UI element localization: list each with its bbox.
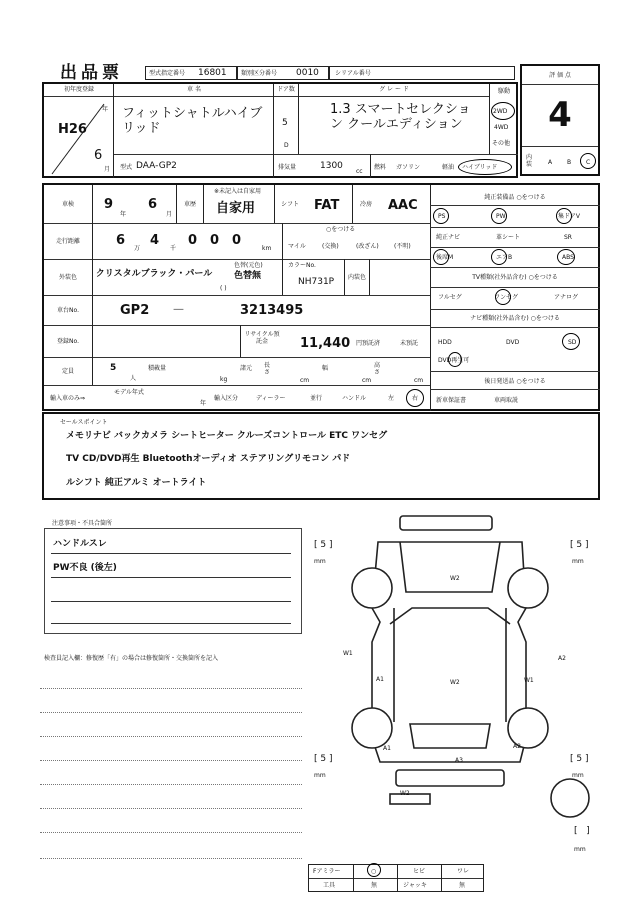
recycle-deposited: 円預託済 [356, 340, 381, 347]
mark-w2-rear-bumper: W2 [400, 790, 410, 797]
nav-sd-circle [562, 333, 580, 350]
first-reg-year: H26 [58, 122, 87, 137]
color-change-label: 色替(元色) [234, 262, 263, 269]
mileage-man: 万 [134, 245, 141, 252]
bottom-table [308, 864, 484, 892]
handle-right-circle [406, 389, 424, 407]
nav-sd: SD [568, 339, 577, 346]
ac-value: AAC [388, 198, 418, 213]
details-block [42, 183, 600, 411]
id-number-label: 型式指定番号 [149, 70, 186, 77]
tire-front-left-value: 5 [320, 540, 327, 550]
color-value: クリスタルブラック・パール [95, 269, 213, 279]
interior-grade-c: C [586, 159, 591, 166]
sales-points-label: セールスポイント [60, 419, 108, 426]
color-change-paren: ( ) [220, 285, 227, 292]
history-note: ※未記入は自家用 [214, 188, 262, 195]
mirror-circle [367, 863, 381, 877]
tire-front-right-value: 5 [576, 540, 583, 550]
tools-value: 無 [371, 882, 378, 889]
grade-value: 1.3 スマートセレクション クールエディション [330, 102, 471, 132]
mileage-opt-tampered: (改ざん) [356, 243, 379, 250]
tv-oneseg: ワンセグ [494, 294, 519, 301]
dims-label: 諸元 [240, 365, 253, 372]
fuel-hybrid-circle [458, 159, 512, 175]
sheet-title: 出品票 [60, 63, 123, 83]
tire-rear-right-value: 5 [576, 754, 583, 764]
tire-spare: [ ] [574, 826, 590, 836]
serial-number-label: シリアル番号 [335, 70, 371, 77]
chassis-prefix: GP2 [120, 303, 150, 318]
chassis-dash: － [172, 303, 186, 318]
nav-hdd: HDD [438, 339, 452, 346]
capacity-label: 定員 [44, 357, 93, 385]
tire-rear-right-unit: mm [572, 772, 584, 779]
mirror-label: Fアミラー [313, 868, 341, 875]
serial-number-box [329, 66, 515, 80]
import-type-label: 輸入区分 [214, 395, 239, 402]
type-label: 型式 [120, 164, 133, 171]
fuel-diesel: 軽油 [442, 164, 455, 171]
mark-w2-roof: W2 [450, 679, 460, 686]
color-no-label: カラーNo. [288, 262, 316, 269]
length-unit: cm [300, 377, 310, 384]
fuel-hybrid: ハイブリッド [462, 164, 498, 171]
drive-other: その他 [492, 140, 511, 147]
handle-left: 左 [388, 395, 395, 402]
mileage-digit-4: 0 [210, 233, 220, 248]
import-dealer: ディーラー [256, 395, 286, 402]
equip-airbag-circle [491, 249, 507, 265]
doors-label: ドア数 [277, 86, 295, 93]
height-unit: cm [414, 377, 424, 384]
tire-spare-unit: mm [574, 846, 586, 853]
history-label: 車歴 [176, 185, 204, 223]
equip-ps: PS [438, 213, 446, 220]
first-reg-label: 初年度登録 [63, 86, 94, 93]
tire-rear-left-value: 5 [320, 754, 327, 764]
mileage-opt-mile: マイル [288, 243, 306, 250]
equip-abs: ABS [562, 254, 574, 261]
displacement-value: 1300 [320, 161, 343, 171]
mileage-digit-1: 6 [116, 233, 126, 248]
mark-a2-right-front: A2 [558, 655, 566, 662]
history-value: 自家用 [216, 201, 256, 216]
score-label: 評 価 点 [549, 72, 571, 79]
mark-w1-right-door: W1 [524, 677, 534, 684]
fuel-gasoline: ガソリン [396, 164, 421, 171]
tv-oneseg-circle [495, 289, 511, 305]
class-number-label: 類別区分番号 [241, 70, 278, 77]
doors-value: 5 [282, 118, 288, 128]
interior-grade-c-circle [580, 153, 596, 169]
interior-grade-b: B [567, 159, 572, 166]
equip-rear-monitor: 後席M [436, 254, 454, 261]
first-reg-month-suffix: 月 [104, 166, 111, 173]
drive-label: 駆動 [497, 88, 510, 95]
equip-nav: 純正ナビ [436, 234, 461, 241]
tire-front-right: [ 5 ] [570, 540, 589, 550]
drive-2wd: 2WD [493, 108, 508, 115]
load-unit: kg [220, 376, 228, 383]
warranty-book: 新車保証書 [436, 397, 467, 404]
mileage-digit-5: 0 [232, 233, 242, 248]
mileage-digits [98, 227, 278, 253]
mark-w2-hood: W2 [450, 575, 460, 582]
recycle-not-deposited: 未預託 [400, 340, 419, 347]
sales-points-block [42, 412, 600, 500]
first-reg-year-suffix: 年 [102, 106, 109, 113]
doors-suffix: D [284, 142, 289, 149]
score-value: 4 [548, 95, 572, 135]
id-number-value: 16801 [198, 68, 227, 78]
nav-title: ナビ種類(社外品含む) ○をつける [470, 315, 560, 322]
notes-box [44, 528, 302, 634]
interior-grade-a: A [548, 159, 553, 166]
mileage-label: 走行距離 [44, 223, 93, 259]
width-unit: cm [362, 377, 372, 384]
mark-a1-left-door: A1 [376, 676, 384, 683]
chassis-number: 3213495 [240, 303, 304, 318]
tire-rear-left-unit: mm [314, 772, 326, 779]
recycle-label: リサイクル預託金 [244, 331, 280, 345]
color-no-value: NH731P [298, 277, 335, 287]
model-year-label: モデル年式 [114, 389, 144, 396]
equip-abs-circle [557, 249, 575, 265]
model-name: フィットシャトルハイブリッド [122, 106, 263, 136]
height-label: 高さ [374, 362, 381, 376]
mark-a3-trunk: A3 [455, 757, 463, 764]
model-label: 車 名 [187, 86, 201, 93]
model-year-unit: 年 [200, 400, 207, 407]
equipment-title: 純正装備品 ○をつける [484, 194, 546, 201]
inspection-month-unit: 月 [166, 211, 173, 218]
chassis-label: 車台No. [44, 295, 93, 325]
displacement-label: 排気量 [278, 164, 297, 171]
tv-fullseg: フルセグ [438, 294, 462, 301]
type-value: DAA-GP2 [136, 161, 177, 171]
handle-right: 右 [412, 395, 419, 402]
equip-ps-circle [433, 208, 449, 224]
tire-rear-right: [ 5 ] [570, 754, 589, 764]
tire-front-left: [ 5 ] [314, 540, 333, 550]
mark-a2-right-rear: A2 [513, 743, 521, 750]
equip-pw-circle [491, 208, 507, 224]
mileage-opt-replaced: (交換) [322, 243, 339, 250]
handle-label: ハンドル [342, 395, 367, 402]
mileage-digit-2: 4 [150, 233, 160, 248]
fuel-label: 燃料 [374, 164, 387, 171]
inspection-month: 6 [148, 197, 158, 212]
capacity-unit: 人 [130, 375, 137, 382]
crack-label: ワレ [457, 868, 470, 875]
vehicle-identity-block [42, 82, 518, 178]
equip-central-lock-circle [556, 208, 572, 224]
jack-label: ジャッキ [403, 882, 427, 889]
inspection-year: 9 [104, 197, 114, 212]
class-number-value: 0010 [296, 68, 319, 78]
color-change-value: 色替無 [234, 271, 262, 281]
tire-front-left-unit: mm [314, 558, 326, 565]
notes-line1: ハンドルスレ [53, 539, 107, 549]
tv-analog: アナログ [554, 294, 579, 301]
length-label: 長さ [264, 362, 271, 376]
car-diagram [350, 512, 550, 812]
score-box [520, 64, 600, 176]
equip-leather: 革シート [496, 234, 521, 241]
mileage-opt-unknown: (不明) [394, 243, 411, 250]
tire-rear-left: [ 5 ] [314, 754, 333, 764]
interior-color-label: 内装色 [344, 259, 370, 295]
mileage-circle-note: ○をつける [326, 226, 356, 233]
inspection-year-unit: 年 [120, 211, 127, 218]
equip-central-lock: 集ドアV [558, 213, 580, 220]
tire-front-right-unit: mm [572, 558, 584, 565]
displacement-unit: cc [356, 168, 363, 175]
first-reg-month: 6 [94, 148, 103, 163]
recycle-value: 11,440 [300, 336, 351, 351]
grade-label: グ レ ー ド [379, 86, 409, 93]
shift-label: シフト [274, 185, 305, 223]
mileage-sen: 千 [170, 245, 177, 252]
jack-value: 無 [459, 882, 466, 889]
notes-label: 注意事項・不具合箇所 [52, 520, 113, 527]
mileage-unit: km [262, 245, 272, 252]
load-label: 積載量 [148, 365, 167, 372]
ac-label: 冷房 [352, 185, 379, 223]
tv-title: TV種類(社外品含む) ○をつける [472, 274, 558, 281]
drive-4wd: 4WD [494, 124, 509, 131]
registration-label: 登録No. [44, 325, 93, 357]
mark-a1-left-rear: A1 [383, 745, 391, 752]
owner-manual: 車両取説 [494, 397, 519, 404]
import-parallel: 並行 [310, 395, 323, 402]
inspection-label: 車検 [44, 185, 93, 223]
sales-points-line1: メモリナビ バックカメラ シートヒーター クルーズコントロール ETC ワンセグ [66, 431, 388, 441]
class-number-box [237, 66, 329, 80]
id-number-box [145, 66, 237, 80]
spare-tire-icon [548, 776, 592, 820]
equip-rear-monitor-circle [433, 249, 449, 265]
import-label: 輸入車のみ⇒ [50, 395, 86, 402]
inspector-label: 検査員記入欄：修復歴「有」の場合は修復箇所・交換箇所を記入 [44, 655, 219, 662]
sales-points-line2: TV CD/DVD再生 Bluetoothオーディオ ステアリングリモコン パド [66, 454, 351, 464]
color-label: 外装色 [44, 259, 93, 295]
equip-airbag: エアB [496, 254, 513, 261]
mark-w1-left-front: W1 [343, 650, 353, 657]
warranty-title: 後日発送品 ○をつける [484, 378, 546, 385]
mileage-digit-3: 0 [188, 233, 198, 248]
tools-label: 工具 [323, 882, 336, 889]
mirror-value: ○ [371, 868, 377, 875]
notes-line2: PW不良 (後左) [53, 563, 117, 573]
drive-2wd-circle [491, 102, 515, 120]
nav-dvd: DVD [506, 339, 520, 346]
nav-dvd-playback-circle [448, 352, 462, 367]
shift-value: FAT [314, 198, 340, 213]
chip-label: ヒビ [413, 868, 426, 875]
width-label: 幅 [322, 365, 329, 372]
equip-sr: SR [564, 234, 572, 241]
sales-points-line3: ルシフト 純正アルミ オートライト [66, 478, 207, 488]
nav-dvd-playback: DVD再生可 [438, 357, 470, 364]
equip-pw: PW [496, 213, 506, 220]
capacity-value: 5 [110, 363, 117, 373]
interior-grade-label: 内装 [526, 154, 533, 168]
